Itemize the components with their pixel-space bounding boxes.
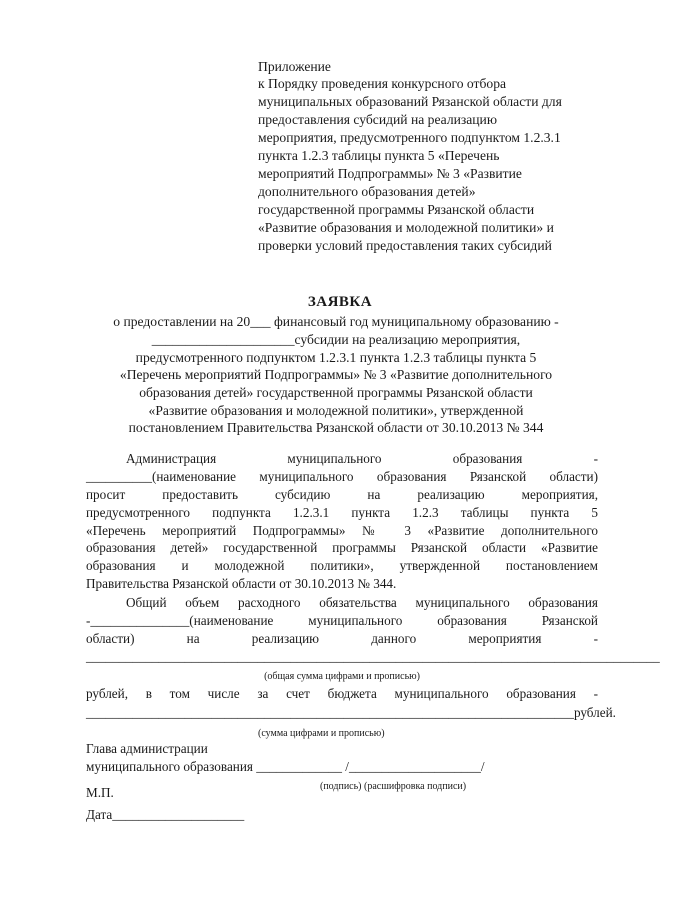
paragraph-line: Правительства Рязанской области от 30.10.2013 № 344. (86, 576, 397, 591)
date-line: Дата____________________ (86, 807, 245, 822)
caption-total: (общая сумма цифрами и прописью) (264, 671, 420, 682)
blank-line: _______________________________________________________________________________________ (86, 649, 660, 664)
subtitle-line: о предоставлении на 20___ финансовый год муниципальному образованию - (113, 314, 559, 329)
subtitle-line: «Перечень мероприятий Подпрограммы» № 3 «Развитие дополнительного (119, 367, 553, 382)
paragraph-line: просит предоставить субсидию на реализацию мероприятия, (86, 487, 598, 502)
paragraph-line: области) на реализацию данного мероприятия - (86, 631, 598, 646)
appendix-line: Приложение (258, 59, 331, 74)
subtitle-line: образования детей» государственной программы Рязанской области (139, 385, 533, 400)
caption-sum: (сумма цифрами и прописью) (258, 728, 385, 739)
paragraph-line: __________(наименование муниципального образования Рязанской области) (86, 469, 598, 484)
appendix-line: мероприятий Подпрограммы» № 3 «Развитие (258, 166, 522, 181)
appendix-line: муниципальных образований Рязанской области для (258, 94, 562, 109)
paragraph-line: Администрация муниципального образования - (126, 451, 598, 466)
appendix-line: «Развитие образования и молодежной политики» и (258, 220, 554, 235)
signatory-line: муниципального образования _____________ /____________________/ (86, 759, 485, 774)
appendix-line: мероприятия, предусмотренного подпунктом 1.2.3.1 (258, 130, 561, 145)
subtitle-line: предусмотренного подпунктом 1.2.3.1 пункта 1.2.3 таблицы пункта 5 (135, 350, 537, 365)
paragraph-line: предусмотренного подпункта 1.2.3.1 пункта 1.2.3 таблицы пункта 5 (86, 505, 598, 520)
subtitle-line: _____________________субсидии на реализацию мероприятия, (151, 332, 521, 347)
appendix-line: государственной программы Рязанской области (258, 202, 535, 217)
paragraph-line: Общий объем расходного обязательства муниципального образования (126, 595, 598, 610)
paragraph-line: образования детей» государственной программы Рязанской области «Развитие (86, 540, 598, 555)
appendix-line: пункта 1.2.3 таблицы пункта 5 «Перечень (258, 148, 500, 163)
paragraph-line: образования и молодежной политики», утвержденной постановлением (86, 558, 598, 573)
appendix-line: дополнительного образования детей» (258, 184, 476, 199)
blank-line: __________________________________________________________________________рублей. (86, 705, 616, 720)
subtitle-line: постановлением Правительства Рязанской области от 30.10.2013 № 344 (128, 420, 544, 435)
paragraph-line: -_______________(наименование муниципального образования Рязанской (86, 613, 598, 628)
page-title: ЗАЯВКА (307, 294, 373, 310)
paragraph-line: рублей, в том числе за счет бюджета муниципального образования - (86, 686, 598, 701)
appendix-line: к Порядку проведения конкурсного отбора (258, 76, 507, 91)
subtitle-line: «Развитие образования и молодежной политики», утвержденной (148, 403, 524, 418)
seal-label: М.П. (86, 785, 114, 800)
paragraph-line: «Перечень мероприятий Подпрограммы» № 3 «Развитие дополнительного (86, 523, 598, 538)
signature-caption: (подпись) (расшифровка подписи) (320, 781, 467, 792)
signatory-title: Глава администрации (86, 741, 208, 756)
appendix-line: предоставления субсидий на реализацию (258, 112, 497, 127)
appendix-line: проверки условий предоставления таких субсидий (258, 238, 552, 253)
